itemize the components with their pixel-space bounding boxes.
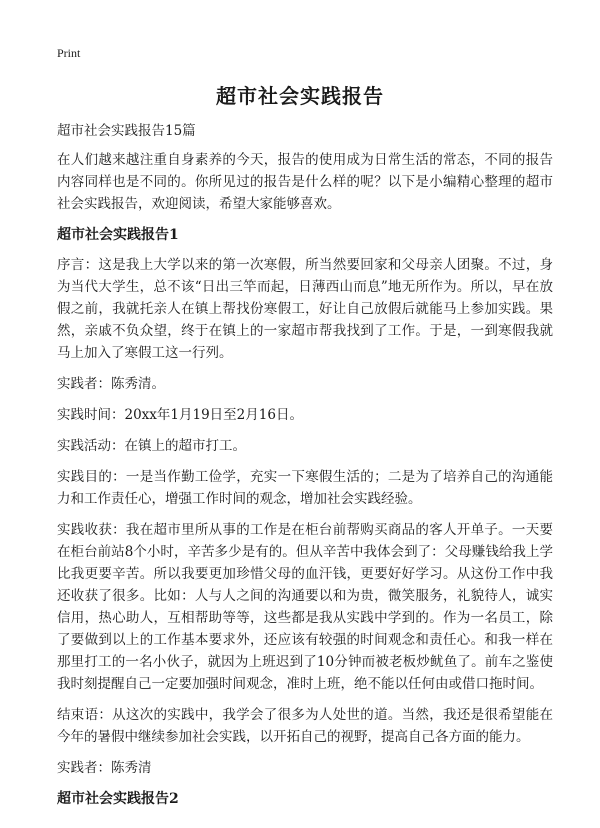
page-title: 超市社会实践报告	[216, 84, 384, 108]
report-2-heading: 超市社会实践报告2	[57, 791, 179, 807]
page-subtitle: 超市社会实践报告15篇	[57, 123, 196, 139]
practice-time-line: 实践时间：20xx年1月19日至2月16日。	[57, 407, 303, 423]
conclusion-paragraph: 结束语：从这次的实践中，我学会了很多为人处世的道。当然，我还是很希望能在今年的暑假中继续参加社会实践，以开拓自己的视野，提高自己各方面的能力。	[57, 707, 553, 745]
practice-purpose-paragraph: 实践目的：一是当作勤工俭学，充实一下寒假生活的；二是为了培养自己的沟通能力和工作责任心，增强工作时间的观念，增加社会实践经验。	[57, 469, 553, 507]
report-1-heading: 超市社会实践报告1	[57, 227, 179, 243]
practitioner-line: 实践者：陈秀清。	[57, 376, 165, 392]
practice-gains-paragraph: 实践收获：我在超市里所从事的工作是在柜台前帮购买商品的客人开单子。一天要在柜台前站8个小时，辛苦多少是有的。但从辛苦中我体会到了：父母赚钱给我上学比我更要辛苦。所以我要更加珍惜父母的血汗钱，更要好好学习。从这份工作中我还收获了很多。比如：人与人之间的沟通要以和为贵，微笑服务，礼貌待人，诚实信用，热心助人，互相帮助等等，这些都是我从实践中学到的。作为一名员工，除了要做到以上的工作基本要求外，还应该有较强的时间观念和责任心。和我一样在那里打工的一名小伙子，就因为上班迟到了10分钟而被老板炒鱿鱼了。前车之鉴使我时刻提醒自己一定要加强时间观念，准时上班，绝不能以任何由或借口拖时间。	[57, 522, 553, 692]
intro-paragraph: 在人们越来越注重自身素养的今天，报告的使用成为日常生活的常态，不同的报告内容同样也是不同的。你所见过的报告是什么样的呢？以下是小编精心整理的超市社会实践报告，欢迎阅读，希望大家能够喜欢。	[57, 152, 553, 212]
practice-activity-line: 实践活动：在镇上的超市打工。	[57, 438, 246, 454]
signature-line: 实践者：陈秀清	[57, 760, 152, 776]
preface-paragraph: 序言：这是我上大学以来的第一次寒假，所当然要回家和父母亲人团聚。不过，身为当代大学生，总不该“日出三竿而起，日薄西山而息”地无所作为。所以，早在放假之前，我就托亲人在镇上帮找份寒假工，好让自己放假后就能马上参加实践。果然，亲戚不负众望，终于在镇上的一家超市帮我找到了工作。于是，一到寒假我就马上加入了寒假工这一行列。	[57, 257, 553, 361]
article-body	[57, 149, 553, 818]
print-link[interactable]: Print	[57, 46, 81, 60]
